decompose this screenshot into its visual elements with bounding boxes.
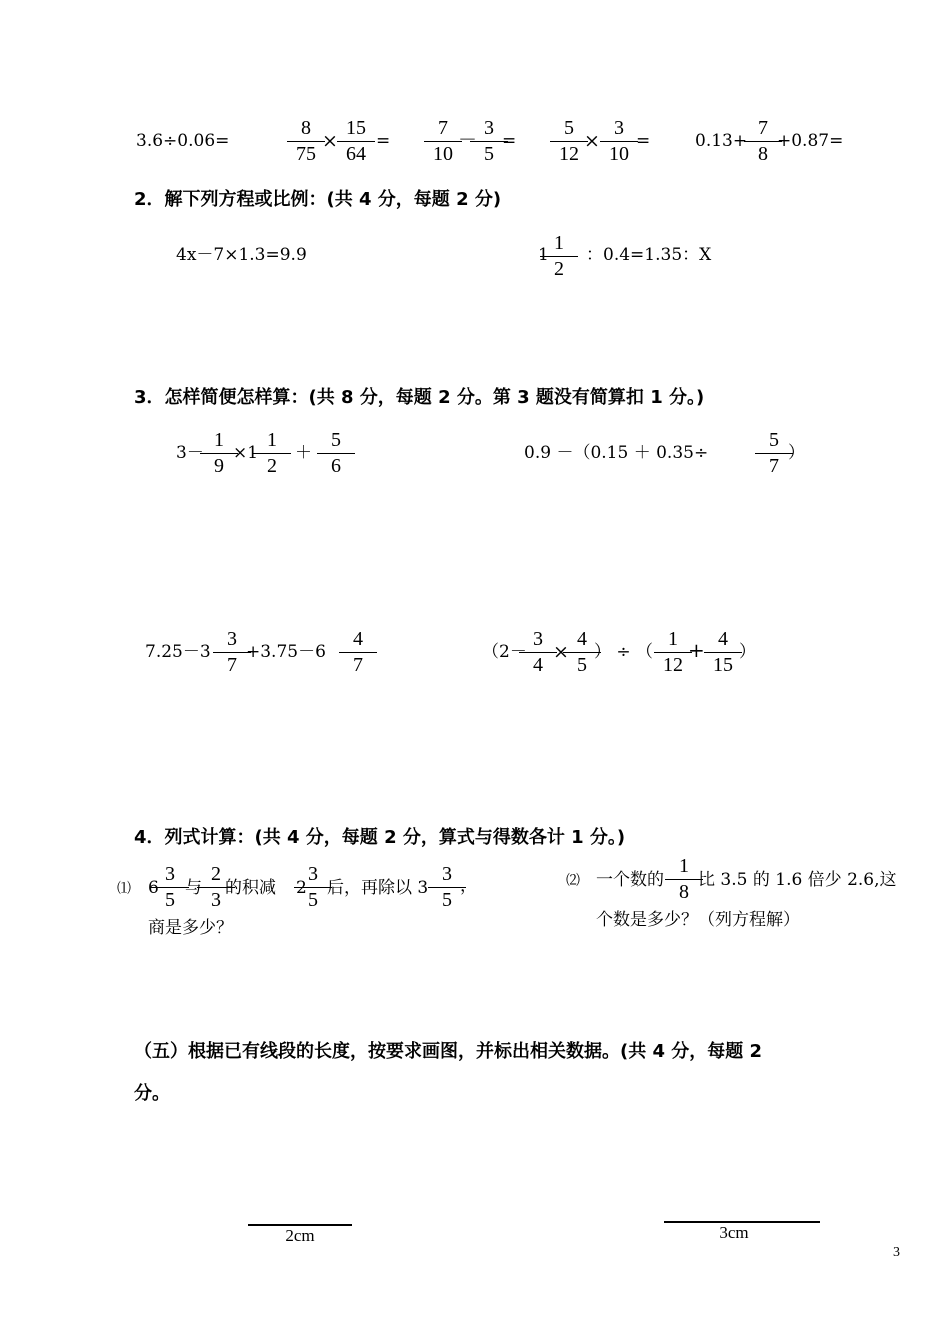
- fraction: 7 10: [421, 116, 465, 166]
- fraction: 3 5: [148, 862, 192, 912]
- problem-4-part: ×: [553, 641, 569, 663]
- fraction: 3 7: [210, 627, 254, 677]
- section-2-heading: 2．解下列方程或比例：(共 4 分，每题 2 分): [134, 189, 502, 210]
- question-2-text: 个数是多少？（列方程解）: [596, 910, 800, 930]
- problem-1-part: ＋: [295, 443, 312, 463]
- problem-4-part: +: [688, 638, 705, 662]
- fraction: 3 4: [516, 627, 560, 677]
- question-1-text: 2: [296, 878, 307, 898]
- expr-1: 3.6÷0.06=: [136, 131, 230, 151]
- fraction: 3 5: [291, 862, 335, 912]
- fraction: 3 10: [597, 116, 641, 166]
- section-5-heading-cont: 分。: [134, 1083, 170, 1104]
- fraction: 4 15: [701, 627, 745, 677]
- question-1-text: 的积减: [225, 878, 276, 898]
- problem-1-part: 3－: [176, 443, 204, 463]
- times-sign: ×: [322, 130, 338, 152]
- question-2-text: 比 3.5 的 1.6 倍少 2.6,这: [698, 870, 897, 890]
- page-number: 3: [893, 1245, 900, 1260]
- fraction: 1 9: [197, 428, 241, 478]
- expr-5-part: +0.87=: [777, 131, 844, 151]
- question-2-text: 一个数的: [596, 870, 664, 890]
- problem-1-part: ×1: [233, 443, 259, 463]
- equals-sign: =: [636, 131, 651, 151]
- expr-5-part: 0.13+: [695, 131, 748, 151]
- question-1-text: ，: [460, 876, 477, 896]
- proportion-rest: ：0.4=1.35：X: [586, 245, 712, 265]
- fraction: 7 8: [741, 116, 785, 166]
- mixed-whole: 1: [538, 245, 549, 265]
- fraction: 2 3: [194, 862, 238, 912]
- question-1-text: 与: [185, 878, 202, 898]
- section-5-heading: （五）根据已有线段的长度，按要求画图，并标出相关数据。(共 4 分，每题 2: [134, 1041, 763, 1062]
- minus-sign: －: [458, 129, 478, 151]
- question-1-text: 6: [148, 878, 159, 898]
- fraction: 15 64: [334, 116, 378, 166]
- segment-3cm-label: 3cm: [719, 1223, 749, 1242]
- equation-1: 4x－7×1.3=9.9: [176, 245, 307, 265]
- problem-3-part: 7.25－3: [145, 642, 211, 662]
- problem-4-part: （2－: [482, 642, 527, 662]
- question-1-text: 商是多少？: [148, 918, 233, 938]
- problem-3-part: +3.75－6: [246, 642, 326, 662]
- fraction: 4 7: [336, 627, 380, 677]
- equals-sign: =: [502, 131, 517, 151]
- fraction: 1 12: [651, 627, 695, 677]
- fraction: 1 2: [537, 231, 581, 281]
- section-4-heading: 4．列式计算：(共 4 分，每题 2 分，算式与得数各计 1 分。): [134, 827, 626, 848]
- fraction: 1 2: [250, 428, 294, 478]
- fraction: 3 5: [467, 116, 511, 166]
- question-1-marker: ⑴: [117, 881, 131, 897]
- problem-4-part: ）: [739, 642, 756, 662]
- fraction: 8 75: [284, 116, 328, 166]
- problem-2-part: ）: [788, 443, 805, 463]
- fraction: 3 5: [425, 862, 469, 912]
- question-2-marker: ⑵: [566, 873, 580, 889]
- fraction: 5 6: [314, 428, 358, 478]
- segment-2cm-label: 2cm: [285, 1226, 315, 1245]
- problem-4-part: ） ÷ （: [594, 642, 654, 662]
- question-1-text: 后，再除以 3: [327, 878, 429, 898]
- problem-2-part: 0.9 －（0.15 ＋ 0.35÷: [524, 443, 709, 463]
- fraction: 5 12: [547, 116, 591, 166]
- fraction: 4 5: [560, 627, 604, 677]
- equals-sign: =: [376, 131, 391, 151]
- fraction: 1 8: [662, 854, 706, 904]
- times-sign: ×: [584, 130, 600, 152]
- section-3-heading: 3．怎样简便怎样算：(共 8 分，每题 2 分。第 3 题没有简算扣 1 分。): [134, 387, 705, 408]
- fraction: 5 7: [752, 428, 796, 478]
